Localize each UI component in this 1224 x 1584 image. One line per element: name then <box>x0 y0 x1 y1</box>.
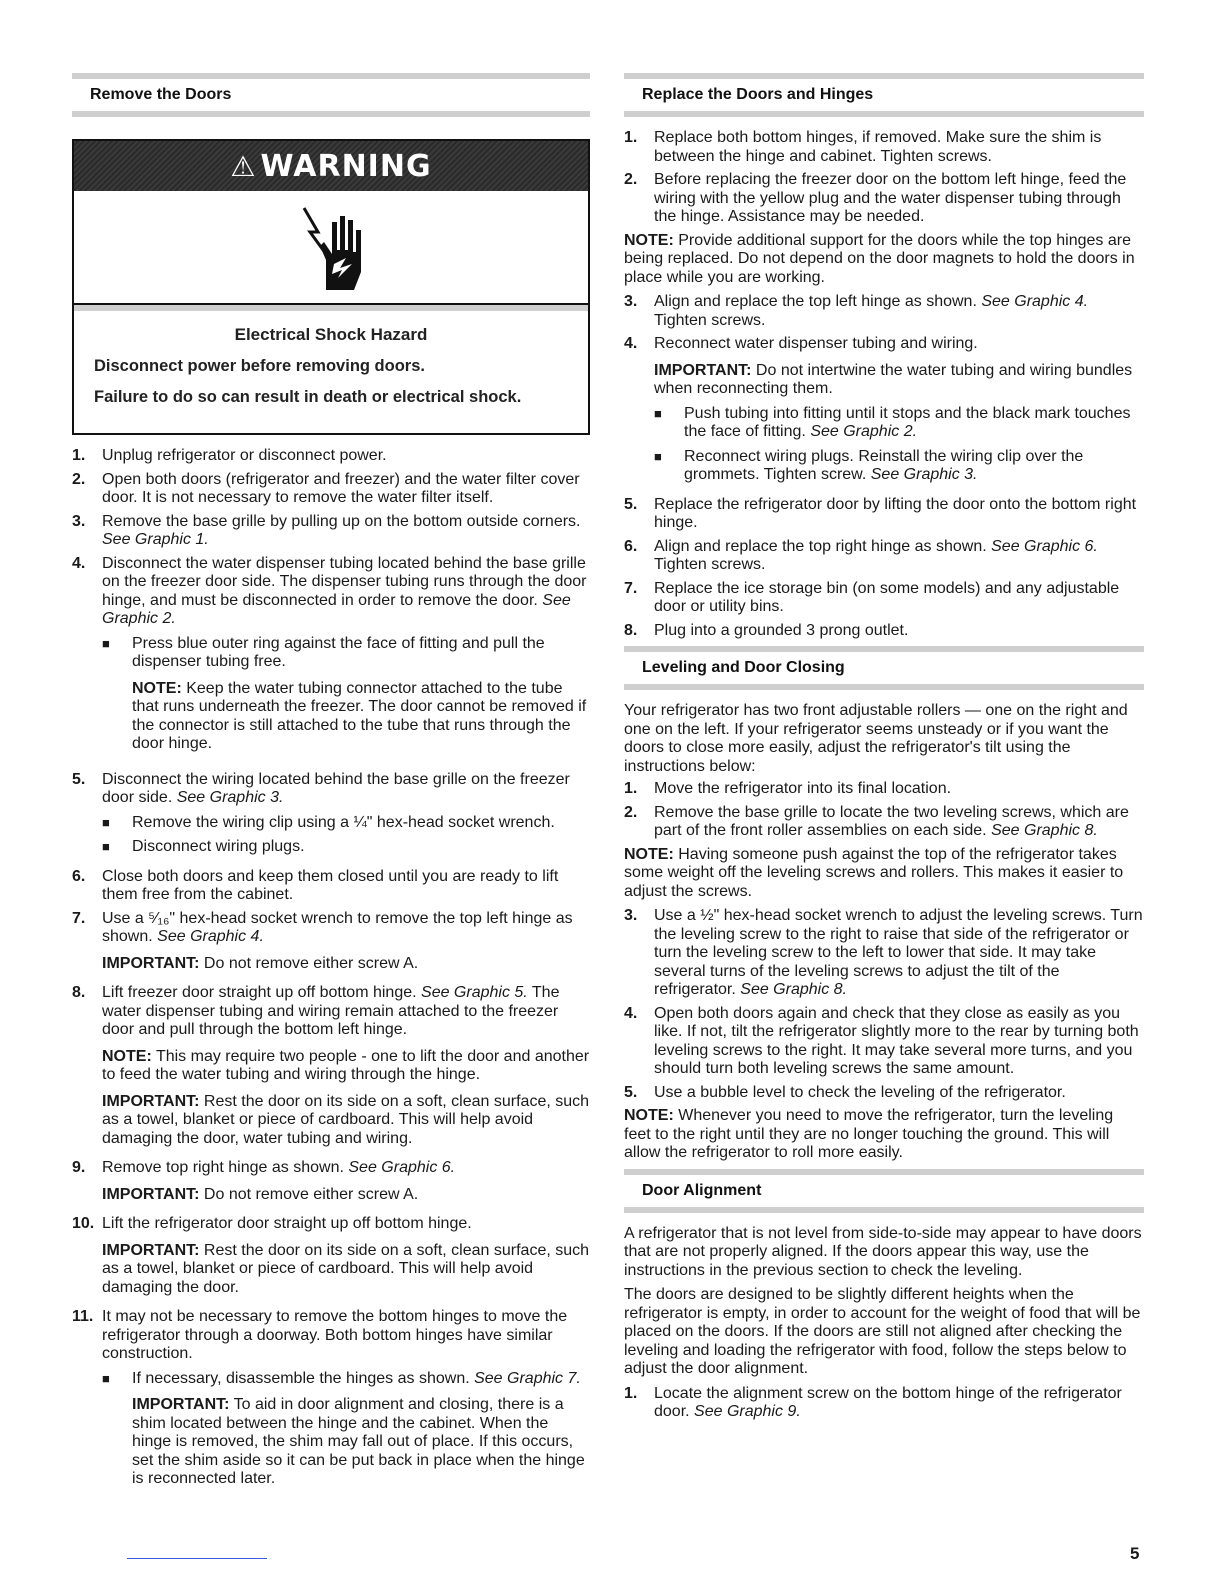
step-body-continued: The water dispenser tubing and wiring remain attached to the freezer door and pull through the bottom left hinge. <box>102 984 560 1038</box>
sub-bullet <box>102 838 590 857</box>
step-text: Plug into a grounded 3 prong outlet. <box>654 621 909 639</box>
bullet-text: Disconnect wiring plugs. <box>132 838 305 855</box>
important-label: IMPORTANT: <box>102 1092 200 1110</box>
note-text: Keep the water tubing connector attached to the tube that runs underneath the freezer. The door cannot be removed if the connector is still attached to the tube that runs through the door hinge. <box>132 679 587 752</box>
list-item <box>624 171 1144 227</box>
step-body: Disconnect the water dispenser tubing located behind the base grille on the freezer door side. The dispenser tubing runs through the door hinge, and must be disconnected in order to remove the door. <box>102 554 587 609</box>
list-item <box>624 622 1144 641</box>
step-text <box>102 1159 590 1210</box>
step-text <box>102 910 590 980</box>
warning-line-2: Failure to do so can result in death or electrical shock. <box>94 388 522 406</box>
warning-title: Electrical Shock Hazard <box>234 325 428 344</box>
step-text <box>102 513 590 550</box>
important-text: Rest the door on its side on a soft, clean surface, such as a towel, blanket or piece of cardboard. This will help avoid damaging the door. <box>102 1241 590 1296</box>
bullet-text <box>684 405 1144 442</box>
note-text: Having someone push against the top of the refrigerator takes some weight off the leveling screws and rollers. This makes it easier to adjust the screws. <box>624 845 1124 900</box>
bullet-text: If necessary, disassemble the hinges as shown. <box>132 1369 470 1387</box>
note <box>102 1048 590 1085</box>
bullet-icon: ■ <box>102 635 110 651</box>
important-label: IMPORTANT: <box>654 361 752 379</box>
electric-shock-hand-icon <box>74 191 588 303</box>
step-body-continued: Tighten screws. <box>654 311 766 329</box>
graphic-reference: See Graphic 4. <box>981 293 1089 310</box>
step-text <box>102 1215 590 1303</box>
right-column <box>624 73 1144 1427</box>
warning-line-1: Disconnect power before removing doors. <box>94 357 425 375</box>
important-note <box>102 1186 590 1205</box>
step-number: 1. <box>72 447 86 464</box>
step-body: Disconnect the wiring located behind the base grille on the freezer door side. <box>102 770 570 806</box>
list-item <box>624 496 1144 533</box>
step-body: Use a ½" hex-head socket wrench to adjust the leveling screws. Turn the leveling screw to the right to raise that side of the refrigerator or turn the leveling screw to the left to lower that side. It may take several turns of the leveling screws to adjust the tilt of the refrigerator. <box>654 907 1143 998</box>
section-header-remove-doors: Remove the Doors <box>72 73 590 117</box>
note <box>624 846 1144 902</box>
step-text: Replace both bottom hinges, if removed. Make sure the shim is between the hinge and cabinet. Tighten screws. <box>654 129 1102 165</box>
step-number: 8. <box>624 621 638 639</box>
important-label: IMPORTANT: <box>102 1185 200 1203</box>
section-header-door-alignment: Door Alignment <box>624 1169 1144 1213</box>
list-item <box>624 335 1144 491</box>
important-note <box>132 1396 590 1489</box>
bullet-body: Push tubing into fitting until it stops and the black mark touches the face of fitting. <box>684 404 1131 440</box>
list-item <box>72 984 590 1154</box>
list-item <box>624 580 1144 617</box>
graphic-reference: See Graphic 4. <box>157 928 264 945</box>
note-text: This may require two people - one to lift the door and another to feed the water tubing and wiring through the hinge. <box>102 1047 590 1083</box>
step-number: 10. <box>72 1215 95 1232</box>
step-text: Use a bubble level to check the leveling of the refrigerator. <box>654 1083 1066 1101</box>
step-body: It may not be necessary to remove the bottom hinges to move the refrigerator through a doorway. Both bottom hinges have similar construction. <box>102 1308 568 1362</box>
graphic-reference: See Graphic 9. <box>694 1403 801 1420</box>
step-number: 3. <box>72 512 86 530</box>
step-text <box>102 555 590 766</box>
graphic-reference: See Graphic 5. <box>421 984 528 1001</box>
step-text <box>654 907 1144 1000</box>
sub-bullet-body <box>132 1370 590 1495</box>
left-column <box>72 73 590 1506</box>
step-number: 3. <box>624 293 638 310</box>
list-item <box>624 1005 1144 1079</box>
list-item <box>624 293 1144 330</box>
sub-bullet <box>102 814 590 833</box>
alignment-paragraph-2: The doors are designed to be slightly different heights when the refrigerator is empty, in order to account for the weight of food that will be placed on the doors. If the doors are still not aligned after checking the leveling and loading the refrigerator with food, follow the steps below to adjust the door alignment. <box>624 1286 1141 1377</box>
step-text <box>102 1308 590 1501</box>
step-body: Remove top right hinge as shown. <box>102 1159 344 1176</box>
note <box>132 680 590 754</box>
step-body: Lift the refrigerator door straight up off bottom hinge. <box>102 1215 472 1232</box>
bullet-body: Reconnect wiring plugs. Reinstall the wiring clip over the grommets. Tighten screw. <box>684 447 1084 483</box>
step-number: 5. <box>72 770 86 788</box>
page-number: 5 <box>1130 1544 1140 1563</box>
replace-doors-steps <box>624 129 1144 640</box>
important-text: Do not remove either screw A. <box>203 954 419 972</box>
graphic-reference: See Graphic 3. <box>870 466 978 483</box>
warning-box <box>72 139 590 435</box>
step-text <box>654 1385 1144 1422</box>
step-body: Align and replace the top left hinge as shown. <box>654 293 977 310</box>
step-number: 8. <box>72 984 86 1001</box>
warning-triangle-icon: ⚠ <box>230 149 257 183</box>
bullet-icon: ■ <box>654 448 662 464</box>
bullet-text <box>684 448 1144 485</box>
list-item <box>72 513 590 550</box>
list-item <box>72 771 590 863</box>
step-text: Close both doors and keep them closed until you are ready to lift them free from the cabinet. <box>102 867 559 903</box>
step-number: 4. <box>72 554 86 572</box>
step-number: 9. <box>72 1159 86 1176</box>
note-label: NOTE: <box>102 1047 152 1065</box>
step-number: 3. <box>624 907 638 924</box>
graphic-reference: See Graphic 6. <box>991 537 1098 555</box>
step-text <box>102 984 590 1154</box>
step-number: 5. <box>624 495 638 513</box>
sub-bullet-body <box>132 635 590 760</box>
step-number: 11. <box>72 1308 94 1325</box>
remove-doors-steps <box>72 447 590 1501</box>
note-label: NOTE: <box>624 845 674 863</box>
step-number: 2. <box>72 470 86 488</box>
step-text: Unplug refrigerator or disconnect power. <box>102 447 387 464</box>
list-item <box>624 1084 1144 1103</box>
graphic-reference: See Graphic 8. <box>740 981 847 998</box>
list-item <box>72 1308 590 1501</box>
warning-banner-text: WARNING <box>260 148 432 184</box>
sub-bullet <box>654 448 1144 485</box>
step-number: 4. <box>624 335 638 352</box>
step-body: Reconnect water dispenser tubing and wiring. <box>654 335 978 352</box>
leveling-intro: Your refrigerator has two front adjustable rollers — one on the right and one on the left. If your refrigerator seems unsteady or if you want the doors to close more easily, adjust the refrigerator's tilt using the instructions below: <box>624 702 1128 775</box>
important-note <box>102 1093 590 1149</box>
list-item <box>624 907 1144 1000</box>
step-body: Lift freezer door straight up off bottom hinge. <box>102 984 417 1001</box>
list-item <box>72 447 590 466</box>
list-item <box>72 1159 590 1210</box>
step-number: 1. <box>624 129 638 146</box>
important-text: Do not intertwine the water tubing and wiring bundles when reconnecting them. <box>654 361 1133 397</box>
step-body-continued: Tighten screws. <box>654 556 766 573</box>
note-label: NOTE: <box>624 1107 674 1124</box>
step-number: 1. <box>624 780 638 797</box>
step-text <box>654 538 1144 575</box>
step-text: Replace the refrigerator door by lifting the door onto the bottom right hinge. <box>654 495 1137 531</box>
step-text <box>654 293 1144 330</box>
step-text: Open both doors again and check that they close as easily as you like. If not, tilt the refrigerator slightly more to the rear by turning both leveling screws to the right. It may take several more turns, and you should turn both leveling screws the same amount. <box>654 1004 1139 1077</box>
section-header-replace-doors: Replace the Doors and Hinges <box>624 73 1144 117</box>
alignment-steps <box>624 1385 1144 1422</box>
graphic-reference: See Graphic 3. <box>176 789 284 806</box>
important-label: IMPORTANT: <box>132 1396 230 1413</box>
important-text: To aid in door alignment and closing, there is a shim located between the hinge and the cabinet. When the hinge is removed, the shim may fall out of place. If this occurs, set the shim aside so it can be put back in place when the hinge is reconnected later. <box>132 1396 585 1487</box>
list-item <box>624 780 1144 799</box>
graphic-reference: See Graphic 2. <box>102 591 571 627</box>
bullet-text: Press blue outer ring against the face of fitting and pull the dispenser tubing free. <box>132 634 545 670</box>
graphic-reference: See Graphic 2. <box>810 423 918 440</box>
step-number: 2. <box>624 803 638 821</box>
warning-divider <box>74 303 588 311</box>
step-body: Use a ⁵⁄₁₆" hex-head socket wrench to remove the top left hinge as shown. <box>102 909 573 945</box>
step-number: 6. <box>72 867 86 885</box>
bullet-icon: ■ <box>102 1370 110 1386</box>
important-note <box>654 362 1144 399</box>
note-text: Whenever you need to move the refrigerator, turn the leveling feet to the right until they are no longer touching the ground. This will allow the refrigerator to roll more easily. <box>624 1107 1114 1161</box>
warning-text <box>74 311 588 433</box>
step-text: Before replacing the freezer door on the bottom left hinge, feed the wiring with the yellow plug and the water dispenser tubing through the hinge. Assistance may be needed. <box>654 171 1127 225</box>
list-item <box>624 538 1144 575</box>
step-text <box>654 804 1144 841</box>
step-body: Remove the base grille by pulling up on the bottom outside corners. <box>102 512 581 530</box>
list-item <box>624 804 1144 841</box>
graphic-reference: See Graphic 6. <box>348 1159 456 1176</box>
leveling-steps <box>624 780 1144 1163</box>
alignment-paragraph-1: A refrigerator that is not level from side-to-side may appear to have doors that are not properly aligned. If the doors appear this way, use the instructions in the previous section to check the leveling. <box>624 1224 1142 1279</box>
important-text: Rest the door on its side on a soft, clean surface, such as a towel, blanket or piece of cardboard. This will help avoid damaging the door, water tubing and wiring. <box>102 1092 590 1147</box>
step-number: 6. <box>624 537 638 555</box>
bullet-icon: ■ <box>102 839 110 854</box>
graphic-reference: See Graphic 1. <box>102 531 209 548</box>
note-label: NOTE: <box>624 231 674 249</box>
step-text <box>654 335 1144 491</box>
graphic-reference: See Graphic 8. <box>991 822 1098 839</box>
step-body: Locate the alignment screw on the bottom hinge of the refrigerator door. <box>654 1384 1122 1420</box>
important-label: IMPORTANT: <box>102 954 200 972</box>
important-text: Do not remove either screw A. <box>203 1185 419 1203</box>
step-number: 7. <box>624 579 638 597</box>
list-item <box>72 471 590 508</box>
list-item <box>624 129 1144 166</box>
step-text: Replace the ice storage bin (on some models) and any adjustable door or utility bins. <box>654 579 1120 615</box>
list-item <box>72 868 590 905</box>
footer-rule <box>127 1558 267 1559</box>
important-note <box>102 955 590 974</box>
step-body: Align and replace the top right hinge as shown. <box>654 537 987 555</box>
section-header-leveling: Leveling and Door Closing <box>624 646 1144 690</box>
note <box>624 232 1144 288</box>
bullet-icon: ■ <box>102 814 110 830</box>
step-text: Move the refrigerator into its final location. <box>654 780 952 797</box>
sub-bullet <box>654 405 1144 442</box>
graphic-reference: See Graphic 7. <box>474 1369 581 1387</box>
step-number: 2. <box>624 171 638 188</box>
step-number: 4. <box>624 1004 638 1022</box>
warning-banner <box>74 141 588 191</box>
step-text <box>102 771 590 863</box>
step-number: 7. <box>72 909 86 927</box>
list-item <box>72 910 590 980</box>
sub-bullet <box>102 1370 590 1495</box>
sub-bullet <box>102 635 590 760</box>
important-label: IMPORTANT: <box>102 1241 200 1259</box>
note-text: Provide additional support for the doors while the top hinges are being replaced. Do not depend on the door magnets to hold the doors in place while you are working. <box>624 231 1135 286</box>
step-body: Remove the base grille to locate the two leveling screws, which are part of the front roller assemblies on each side. <box>654 803 1129 839</box>
note <box>624 1107 1144 1163</box>
list-item <box>72 555 590 766</box>
bullet-icon: ■ <box>654 405 662 421</box>
list-item <box>72 1215 590 1303</box>
note-label: NOTE: <box>132 679 182 697</box>
step-number: 1. <box>624 1384 638 1402</box>
step-text: Open both doors (refrigerator and freezer) and the water filter cover door. It is not necessary to remove the water filter itself. <box>102 470 580 506</box>
important-note <box>102 1242 590 1298</box>
bullet-text: Remove the wiring clip using a ¼" hex-head socket wrench. <box>132 813 555 831</box>
list-item <box>624 1385 1144 1422</box>
step-number: 5. <box>624 1083 638 1101</box>
